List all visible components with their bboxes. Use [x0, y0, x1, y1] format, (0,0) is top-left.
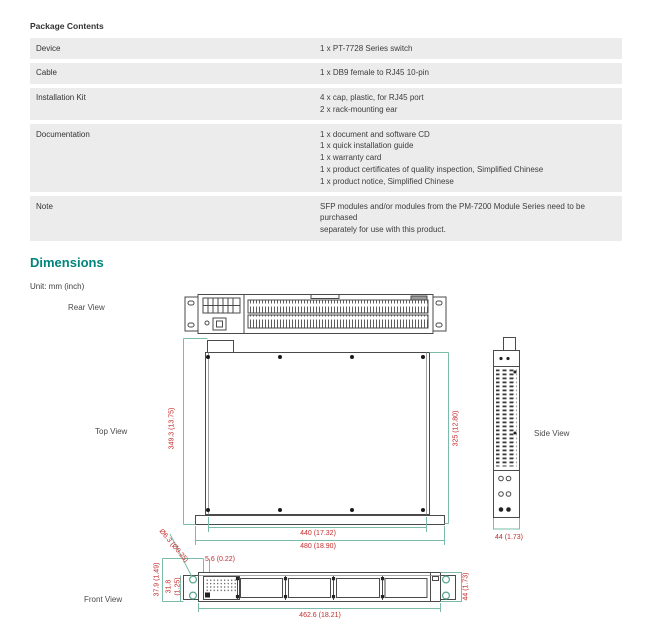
- rear-view-label: Rear View: [68, 303, 105, 312]
- rear-view-drawing: [183, 292, 449, 336]
- table-row: [30, 196, 622, 240]
- package-contents-heading: Package Contents: [30, 21, 104, 31]
- dim-side-width: 44 (1.73): [494, 534, 524, 541]
- table-row: [30, 124, 622, 192]
- dim-front-height-body-mm: 31.8: [165, 579, 173, 594]
- unit-note: Unit: mm (inch): [30, 281, 85, 291]
- value-line: 1 x product notice, Simplified Chinese: [320, 176, 454, 186]
- table-row: [30, 38, 622, 59]
- dim-front-height-right: 44 (1.73): [462, 572, 470, 601]
- datasheet-page: [0, 0, 650, 291]
- dim-top-width-outer: 480 (18.90): [300, 543, 336, 550]
- row-label: Note: [36, 201, 53, 211]
- side-view-drawing: [488, 333, 532, 533]
- value-line: 1 x DB9 female to RJ45 10-pin: [320, 68, 429, 78]
- dim-top-width-inner: 440 (17.32): [300, 530, 336, 537]
- row-label: Installation Kit: [36, 93, 86, 103]
- value-line: separately for use with this product.: [320, 225, 446, 235]
- value-line: 1 x document and software CD: [320, 129, 430, 139]
- row-value: [320, 63, 622, 84]
- row-value: [320, 124, 622, 192]
- value-line: 2 x rack-mounting ear: [320, 104, 398, 114]
- front-view-label: Front View: [84, 595, 123, 604]
- table-row: [30, 88, 622, 121]
- value-line: 1 x product certificates of quality inspection, Simplified Chinese: [320, 165, 544, 175]
- row-value: [320, 196, 622, 240]
- dim-front-height-total: 37.9 (1.49): [153, 562, 161, 597]
- dim-front-flange-gap: 5.6 (0.22): [205, 556, 235, 563]
- value-line: SFP modules and/or modules from the PM-7200 Module Series need to be purchased: [320, 201, 585, 223]
- row-label: Device: [36, 43, 61, 53]
- dim-front-width: 462.6 (18.21): [299, 612, 341, 619]
- side-view-label: Side View: [534, 429, 570, 438]
- dim-front-height-body-inch: (1.25): [174, 577, 182, 596]
- top-view-label: Top View: [95, 427, 128, 436]
- package-contents-table: [30, 38, 622, 241]
- dim-top-depth-total: 349.3 (13.75): [168, 407, 176, 450]
- row-value: [320, 88, 622, 121]
- value-line: 4 x cap, plastic, for RJ45 port: [320, 93, 424, 103]
- dim-top-depth-body: 325 (12.80): [452, 410, 460, 447]
- dimensions-diagram: [0, 290, 650, 636]
- value-line: 1 x PT-7728 Series switch: [320, 43, 413, 53]
- value-line: 1 x warranty card: [320, 153, 382, 163]
- row-value: [320, 38, 622, 59]
- row-label: Cable: [36, 68, 57, 78]
- value-line: 1 x quick installation guide: [320, 141, 414, 151]
- dim-front-hole-diameter: Ø6.3 (Ø0.25): [157, 528, 190, 564]
- top-view-drawing: [160, 335, 460, 557]
- dimensions-heading: Dimensions: [30, 254, 104, 270]
- row-label: Documentation: [36, 129, 90, 139]
- table-row: [30, 63, 622, 84]
